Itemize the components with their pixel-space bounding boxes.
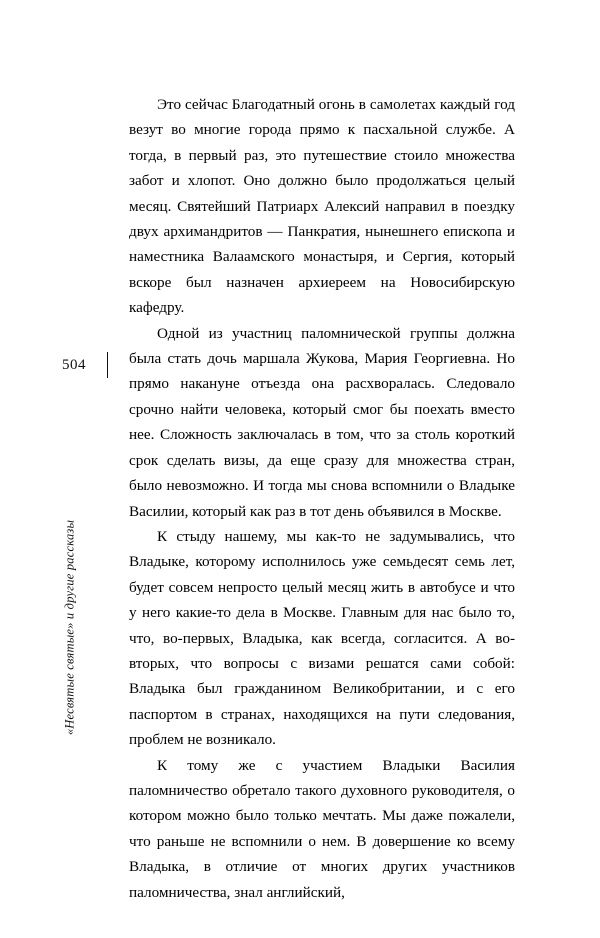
paragraph: Одной из участниц паломнической группы должна была стать дочь маршала Жукова, Мария Георгиевна. Но прямо накануне отъезда она расхворалась. Следовало срочно найти человека, который смог бы поехать вместо нее. Сложность заключалась в том, что за столь короткий срок сделать визы, да еще сразу для множества стран, было невозможно. И тогда мы снова вспомнили о Владыке Василии, который как раз в тот день объявился в Москве. — [129, 324, 515, 520]
paragraph: К стыду нашему, мы как-то не задумывались, что Владыке, которому исполнилось уже семьдесят семь лет, будет совсем непросто целый месяц жить в автобусе и что у него какие-то дела в Москве. Главным для нас было то, что, во-первых, Владыка, как всегда, согласится. А во-вторых, что вопросы с визами решатся сами собой: Владыка был гражданином Великобритании, и с его паспортом в странах, находящихся на пути следования, проблем не возникало. — [129, 527, 515, 749]
paragraph: К тому же с участием Владыки Василия паломничество обретало такого духовного руководителя, о котором можно было только мечтать. Мы даже пожалели, что раньше не вспомнили о нем. В довершение ко всему Владыка, в отличие от многих других участников паломничества, знал английский, — [129, 756, 515, 901]
body-text — [129, 92, 515, 905]
page-number: 504 — [62, 357, 86, 373]
paragraph: Это сейчас Благодатный огонь в самолетах каждый год везут во многие города прямо к пасхальной службе. А тогда, в первый раз, это путешествие стоило множества забот и хлопот. Оно должно было продолжаться целый месяц. Святейший Патриарх Алексий направил в поездку двух архимандритов — Панкратия, нынешнего епископа и наместника Валаамского монастыря, и Сергия, который вскоре был назначен архиереем на Новосибирскую кафедру. — [129, 96, 515, 317]
running-title: «Несвятые святые» и другие рассказы — [62, 519, 77, 736]
page-number-rule — [107, 352, 108, 378]
page-margin-left — [0, 0, 120, 938]
